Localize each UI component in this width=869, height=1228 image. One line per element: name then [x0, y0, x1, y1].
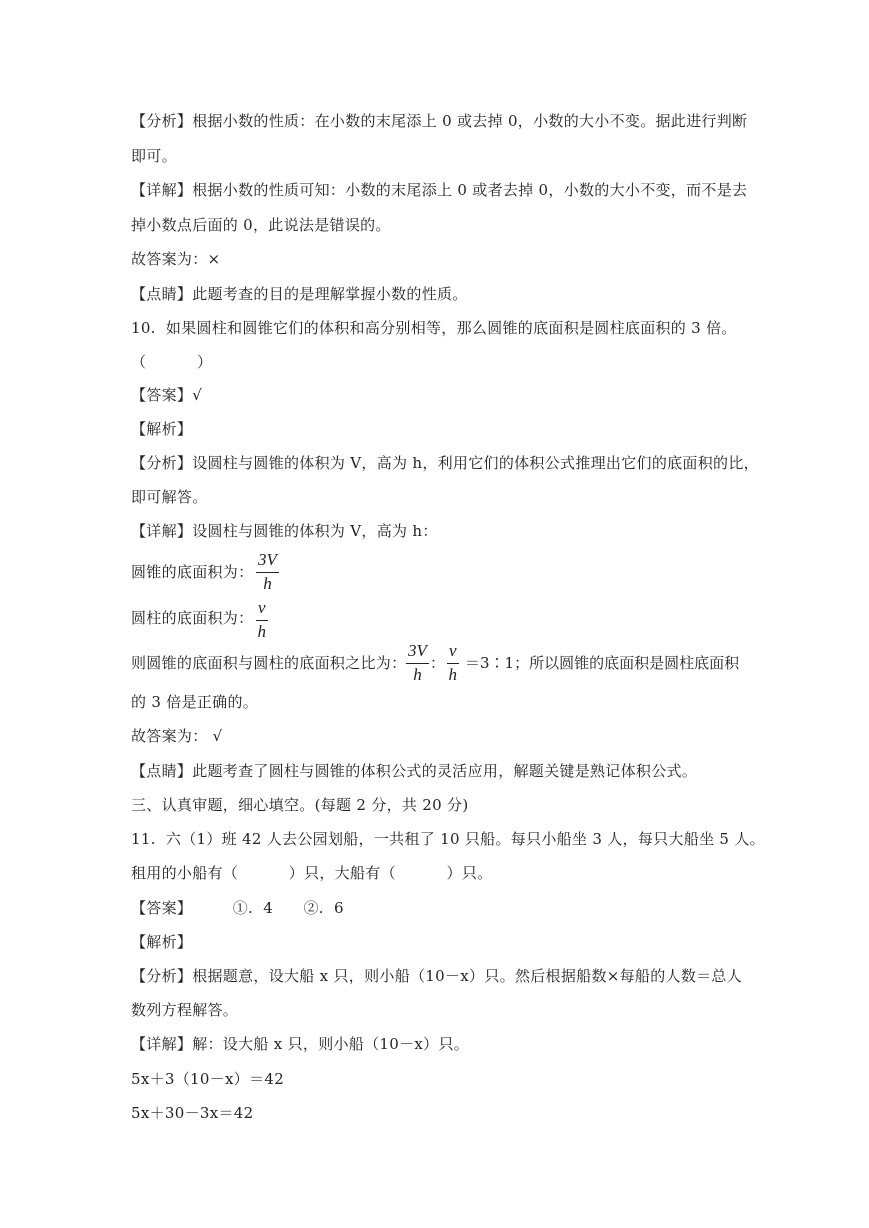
detail-9-cont: 掉小数点后面的 0，此说法是错误的。: [131, 216, 391, 234]
cone-base-label: 圆锥的底面积为：: [131, 563, 254, 581]
fraction-denominator: h: [257, 622, 267, 641]
answer-10-final: 故答案为： √: [131, 727, 223, 745]
fraction-denominator: h: [448, 665, 458, 684]
fraction-numerator: v: [449, 641, 457, 660]
question-10: 10. 如果圆柱和圆锥它们的体积和高分别相等，那么圆锥的底面积是圆柱底面积的 3 倍。: [131, 319, 737, 337]
cylinder-base-fraction: [256, 599, 268, 641]
ratio-label: 则圆锥的底面积与圆柱的底面积之比为：: [131, 654, 407, 672]
cylinder-base-label: 圆柱的底面积为：: [131, 609, 254, 627]
answer-10: 【答案】√: [131, 386, 203, 404]
detail-11: 【详解】解：设大船 x 只，则小船（10－x）只。: [131, 1035, 470, 1053]
question-10-blank: （ ）: [131, 353, 213, 371]
analysis-10: 【分析】设圆柱与圆锥的体积为 V，高为 h，利用它们的体积公式推理出它们的底面积的比，: [131, 454, 759, 472]
ratio-separator: ：: [430, 654, 446, 672]
analysis-10-cont: 即可解答。: [131, 488, 208, 506]
equation-2: 5x＋30－3x＝42: [131, 1104, 254, 1122]
analysis-9: 【分析】根据小数的性质：在小数的末尾添上 0 或去掉 0，小数的大小不变。据此进行判断: [131, 112, 748, 130]
equation-1: 5x＋3（10－x）＝42: [131, 1070, 285, 1088]
ratio-conclusion-cont: 的 3 倍是正确的。: [131, 693, 259, 711]
fraction-denominator: h: [263, 574, 272, 593]
comment-10: 【点睛】此题考查了圆柱与圆锥的体积公式的灵活应用，解题关键是熟记体积公式。: [131, 762, 698, 780]
section-three-heading: 三、认真审题，细心填空。(每题 2 分，共 20 分): [131, 796, 469, 814]
comment-9: 【点睛】此题考查的目的是理解掌握小数的性质。: [131, 285, 468, 303]
fraction-denominator: h: [413, 665, 422, 684]
answer-9: 故答案为：×: [131, 250, 221, 268]
detail-9: 【详解】根据小数的性质可知：小数的末尾添上 0 或者去掉 0，小数的大小不变，而不是去: [131, 181, 748, 199]
fraction-numerator: 3V: [258, 550, 277, 569]
analysis-9-cont: 即可。: [131, 147, 177, 165]
analysis-11-cont: 数列方程解答。: [131, 1001, 239, 1019]
cone-base-fraction: [256, 551, 279, 593]
fraction-numerator: 3V: [408, 641, 427, 660]
answer-11: 【答案】 ①. 4 ②. 6: [131, 899, 344, 917]
ratio-conclusion: ＝3∶1；所以圆锥的底面积是圆柱底面积: [465, 654, 740, 672]
question-11: 11. 六（1）班 42 人去公园划船，一共租了 10 只船。每只小船坐 3 人，每只大船坐 5 人。: [131, 830, 765, 848]
explain-11: 【解析】: [131, 933, 193, 951]
explain-10: 【解析】: [131, 420, 193, 438]
question-11-cont: 租用的小船有（ ）只，大船有（ ）只。: [131, 864, 493, 882]
ratio-fraction-a: [406, 642, 429, 684]
ratio-fraction-b: [447, 642, 459, 684]
analysis-11: 【分析】根据题意，设大船 x 只，则小船（10－x）只。然后根据船数×每船的人数＝总人: [131, 967, 743, 985]
detail-10: 【详解】设圆柱与圆锥的体积为 V，高为 h：: [131, 522, 438, 540]
fraction-numerator: v: [258, 598, 266, 617]
